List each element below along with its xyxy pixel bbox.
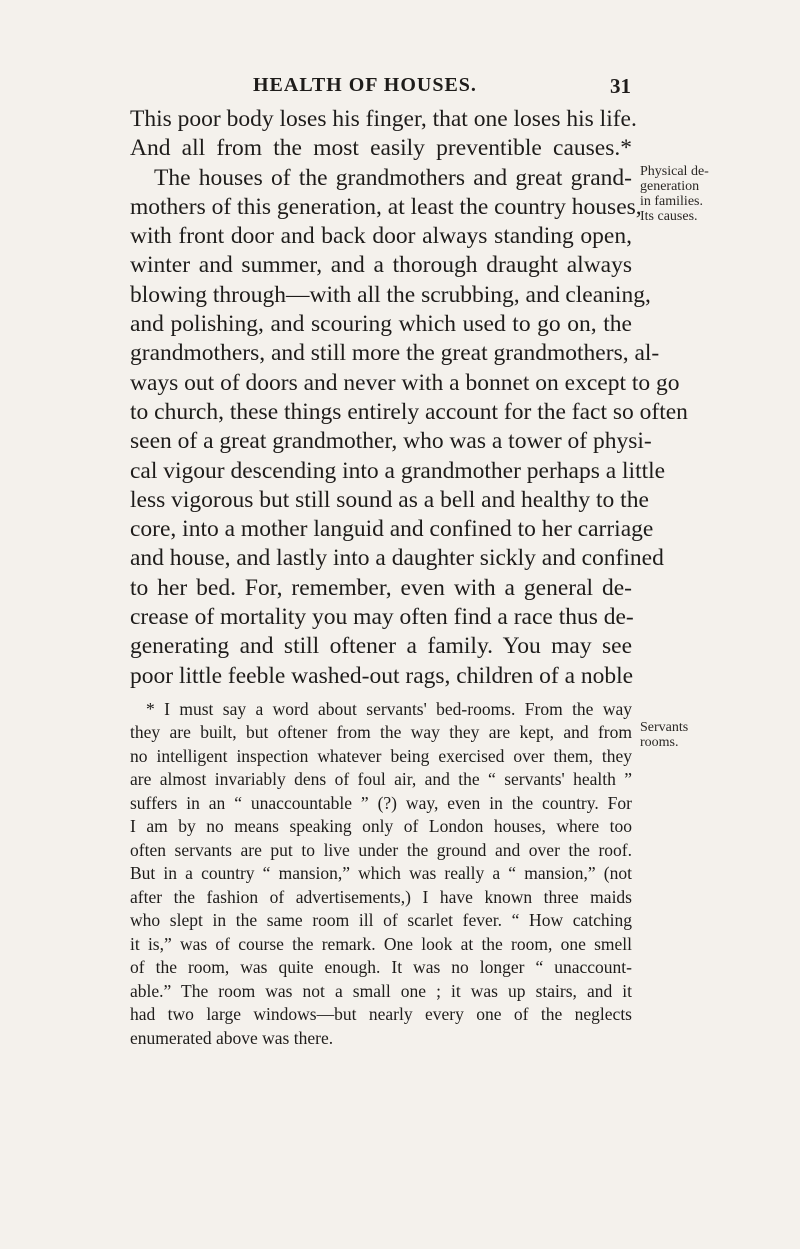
footnote-line: But in a country “ mansion,” which was really a “ mansion,” (not [130, 863, 632, 884]
text-line: seen of a great grandmother, who was a tower of physi- [130, 428, 652, 455]
text-line: mothers of this generation, at least the country houses, [130, 193, 642, 220]
footnote-line: * I must say a word about servants' bed-rooms. From the way [146, 698, 632, 719]
margin-note-line: generation [640, 179, 700, 194]
footnote-line: who slept in the same room ill of scarlet fever. “ How catching [130, 910, 632, 931]
footnote-line: it is,” was of course the remark. One look at the room, one smell [130, 933, 632, 954]
footnote-line: had two large windows—but nearly every one of the neglects [130, 1004, 632, 1025]
footnote-line: often servants are put to live under the ground and over the roof. [130, 839, 632, 860]
footnote-line: enumerated above was there. [130, 1027, 334, 1048]
footnote-line: of the room, was quite enough. It was no longer “ unaccount- [130, 957, 632, 978]
footnote-line: are almost invariably dens of foul air, and the “ servants' health ” [130, 769, 632, 790]
text-line: poor little feeble washed-out rags, children of a noble [130, 662, 634, 689]
margin-note-line: in families. [640, 194, 703, 209]
footnote [130, 698, 632, 1051]
footnote-line: no intelligent inspection whatever being exercised over them, they [130, 745, 632, 766]
footnote-line: able.” The room was not a small one ; it was up stairs, and it [130, 980, 632, 1001]
text-line: This poor body loses his finger, that one loses his life. [130, 106, 637, 132]
margin-note-line: rooms. [640, 735, 679, 750]
text-line: And all from the most easily preventible causes.* [130, 135, 632, 162]
text-line: cal vigour descending into a grandmother perhaps a little [130, 457, 666, 484]
text-line: and house, and lastly into a daughter sickly and confined [130, 545, 664, 572]
margin-note-servants-rooms [640, 720, 688, 750]
text-line: to church, these things entirely account for the fact so often [130, 398, 688, 425]
margin-note-line: Its causes. [640, 209, 698, 224]
running-head: HEALTH OF HOUSES. [253, 74, 477, 96]
footnote-line: they are built, but oftener from the way they are kept, and from [130, 722, 632, 743]
footnote-line: after the fashion of advertisements,) I have known three maids [130, 886, 632, 907]
text-line: and polishing, and scouring which used to go on, the [130, 311, 632, 338]
text-line: grandmothers, and still more the great grandmothers, al- [130, 340, 660, 367]
text-line: ways out of doors and never with a bonnet on except to go [130, 369, 680, 396]
page-number: 31 [610, 74, 631, 98]
text-line: to her bed. For, remember, even with a general de- [130, 574, 632, 601]
page-header [0, 74, 800, 104]
text-line: generating and still oftener a family. You may see [130, 633, 632, 660]
text-line: with front door and back door always standing open, [130, 223, 632, 250]
text-line: less vigorous but still sound as a bell and healthy to the [130, 486, 649, 513]
text-line: winter and summer, and a thorough draught always [130, 252, 632, 279]
margin-note-physical-degeneration [640, 164, 709, 224]
text-line: The houses of the grandmothers and great grand- [154, 164, 632, 191]
margin-note-line: Servants [640, 720, 689, 735]
text-line: crease of mortality you may often find a race thus de- [130, 604, 634, 631]
margin-note-line: Physical de- [640, 164, 709, 179]
text-line: core, into a mother languid and confined to her carriage [130, 516, 654, 543]
footnote-line: suffers in an “ unaccountable ” (?) way, even in the country. For [130, 792, 632, 813]
text-line: blowing through—with all the scrubbing, and cleaning, [130, 281, 651, 308]
footnote-line: I am by no means speaking only of London houses, where too [130, 816, 632, 837]
